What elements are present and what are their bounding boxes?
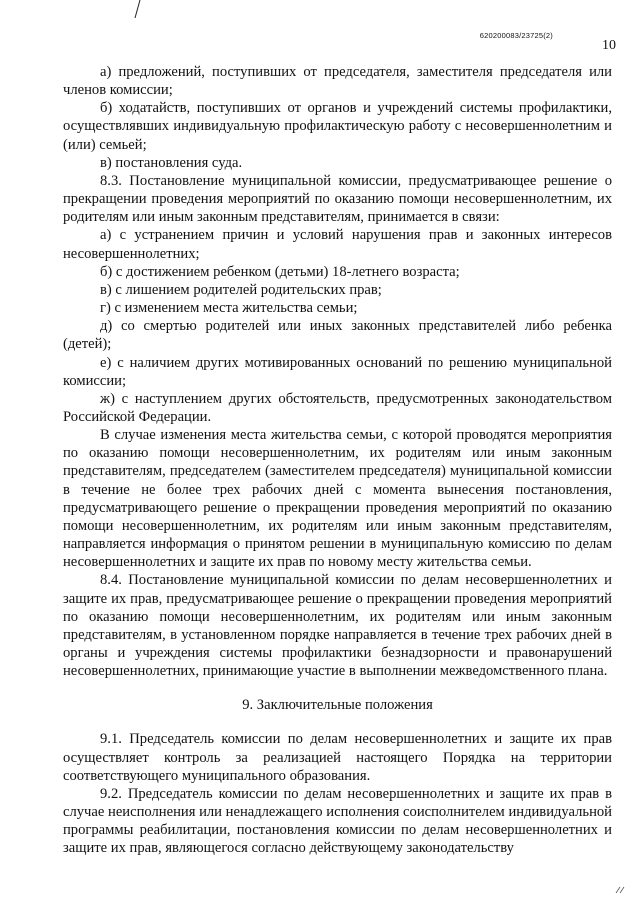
paragraph: в) постановления суда. <box>100 154 243 171</box>
corner-scan-mark <box>614 883 626 895</box>
paragraph: д) со смертью родителей или иных законных представителей либо ребенка (детей); <box>63 318 612 353</box>
document-id: 620200083/23725(2) <box>479 31 553 40</box>
paragraph: б) с достижением ребенком (детьми) 18-летнего возраста; <box>100 263 460 280</box>
paragraph: г) с изменением места жительства семьи; <box>100 300 358 317</box>
page-number: 10 <box>602 38 616 53</box>
pen-stroke-mark <box>131 0 143 20</box>
paragraph: 9.1. Председатель комиссии по делам несовершеннолетних и защите их прав осуществляет контроль за реализацией настоящего Порядка на территории соответствующего муниципального образования. <box>63 731 612 784</box>
paragraph: а) предложений, поступивших от председателя, заместителя председателя или членов комиссии; <box>63 64 612 99</box>
paragraph: ж) с наступлением других обстоятельств, предусмотренных законодательством Российской Федерации. <box>63 390 612 425</box>
paragraph: б) ходатайств, поступивших от органов и учреждений системы профилактики, осуществлявших индивидуальную профилактическую работу с несовершеннолетним и (или) семьей; <box>63 100 612 153</box>
paragraph: 8.4. Постановление муниципальной комиссии по делам несовершеннолетних и защите их прав, предусматривающее решение о прекращении проведения мероприятий по оказанию помощи несовершеннолетним, их родителям или иным законным представителям, в установленном порядке направляется в течение трех рабочих дней в органы и учреждения системы профилактики безнадзорности и правонарушений несовершеннолетних, принимающие участие в выполнении межведомственного плана. <box>63 572 612 680</box>
paragraph: 8.3. Постановление муниципальной комиссии, предусматривающее решение о прекращении проведения мероприятий по оказанию помощи несовершеннолетним, их родителям или иным законным представителям, принимается в связи: <box>63 172 612 226</box>
document-body <box>63 63 612 858</box>
paragraph: а) с устранением причин и условий нарушения прав и законных интересов несовершеннолетних; <box>63 227 612 262</box>
section-heading: 9. Заключительные положения <box>242 697 433 714</box>
paragraph: е) с наличием других мотивированных оснований по решению муниципальной комиссии; <box>63 354 612 389</box>
paragraph: в) с лишением родителей родительских прав; <box>100 281 382 298</box>
paragraph: В случае изменения места жительства семьи, с которой проводятся мероприятия по оказанию помощи несовершеннолетним, их родителям или иным законным представителям, председателем (заместителем председателя) муниципальной комиссии в течение не более трех рабочих дней с момента вынесения постановления, предусматривающего решение о прекращении проведения мероприятий по оказанию помощи несовершеннолетним, их родителям или иным законным представителям, направляется информация о принятом решении в муниципальную комиссию по делам несовершеннолетних и защите их прав по новому месту жительства семьи. <box>63 427 612 571</box>
paragraph: 9.2. Председатель комиссии по делам несовершеннолетних и защите их прав в случае неисполнения или ненадлежащего исполнения соисполнителем индивидуальной программы реабилитации, постановления комиссии по делам несовершеннолетних и защите их прав, являющегося согласно действующему законодательству <box>63 785 612 857</box>
